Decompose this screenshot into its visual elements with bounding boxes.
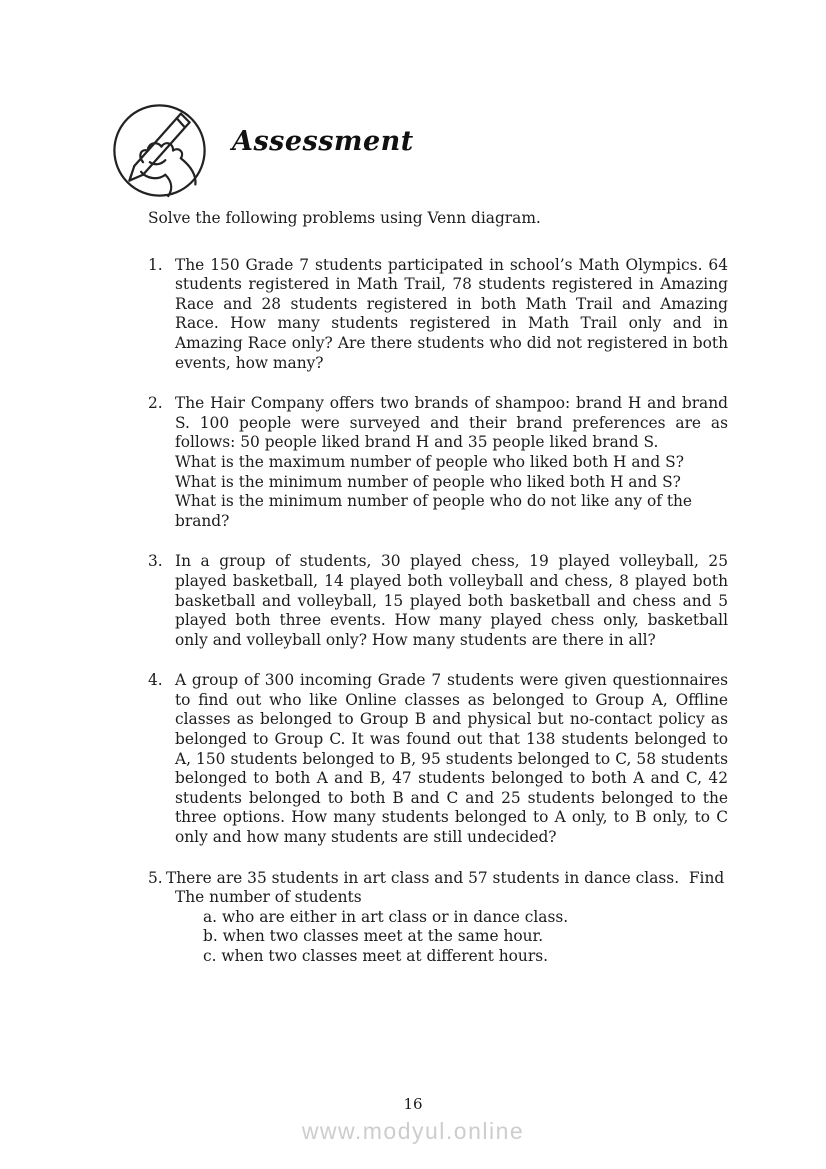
instructions-text: Solve the following problems using Venn diagram.	[148, 209, 541, 227]
problem-4	[148, 671, 728, 847]
problem-2-number: 2.	[148, 394, 163, 413]
problem-2-question-a: What is the maximum number of people who liked both H and S?	[175, 452, 684, 471]
problem-5-text-line2: The number of students	[175, 888, 362, 907]
problem-5-subitem-c: c. when two classes meet at different hours.	[203, 947, 548, 965]
page-title: Assessment	[232, 126, 414, 157]
page-number: 16	[403, 1095, 423, 1113]
problem-5-subitem-a: a. who are either in art class or in dance class.	[203, 907, 569, 926]
problem-5	[148, 869, 728, 967]
problem-5-number: 5.	[148, 868, 163, 887]
problem-1	[148, 256, 728, 374]
problem-2-question-c: What is the minimum number of people who do not like any of the brand?	[175, 492, 697, 530]
problem-4-text: A group of 300 incoming Grade 7 students were given questionnaires to find out who like Online classes as belonged to Group A, Offline classes as belonged to Group B and physical but no-contact policy as belonged to Group C. It was found out that 138 students belonged to A, 150 students belonged to B, 95 students belonged to C, 58 students belonged to both A and B, 47 students belonged to both A and C, 42 students belonged to both B and C and 25 students belonged to the three options. How many students belonged to A only, to B only, to C only and how many students are still undecided?	[175, 671, 728, 847]
watermark-text: www.modyul.online	[301, 1118, 525, 1144]
problem-1-number: 1.	[148, 255, 163, 274]
problems-section	[148, 209, 728, 988]
problem-2-text: The Hair Company offers two brands of shampoo: brand H and brand S. 100 people were surveyed and their brand preferences are as follows: 50 people liked brand H and 35 people liked brand S.	[175, 394, 728, 452]
hand-writing-pencil-icon	[111, 102, 208, 199]
problem-5-subitem-b: b. when two classes meet at the same hour.	[203, 927, 544, 946]
problem-2-question-b: What is the minimum number of people who liked both H and S?	[175, 472, 681, 491]
problem-5-text-line1: There are 35 students in art class and 57 students in dance class. Find	[166, 868, 725, 887]
problem-4-number: 4.	[148, 671, 163, 690]
problem-3-text: In a group of students, 30 played chess, 19 played volleyball, 25 played basketball, 14 played both volleyball and chess, 8 played both basketball and volleyball, 15 played both basketball and chess and 5 played both three events. How many played chess only, basketball only and volleyball only? How many students are there in all?	[175, 552, 728, 649]
problem-2	[148, 394, 728, 531]
assessment-header	[111, 102, 414, 199]
problem-3	[148, 552, 728, 650]
problem-3-number: 3.	[148, 552, 163, 571]
problem-1-text: The 150 Grade 7 students participated in school’s Math Olympics. 64 students registered in Math Trail, 78 students registered in Amazing Race and 28 students registered in both Math Trail and Amazing Race. How many students registered in Math Trail only and in Amazing Race only? Are there students who did not registered in both events, how many?	[175, 255, 728, 372]
problem-5-subitems	[203, 908, 728, 967]
